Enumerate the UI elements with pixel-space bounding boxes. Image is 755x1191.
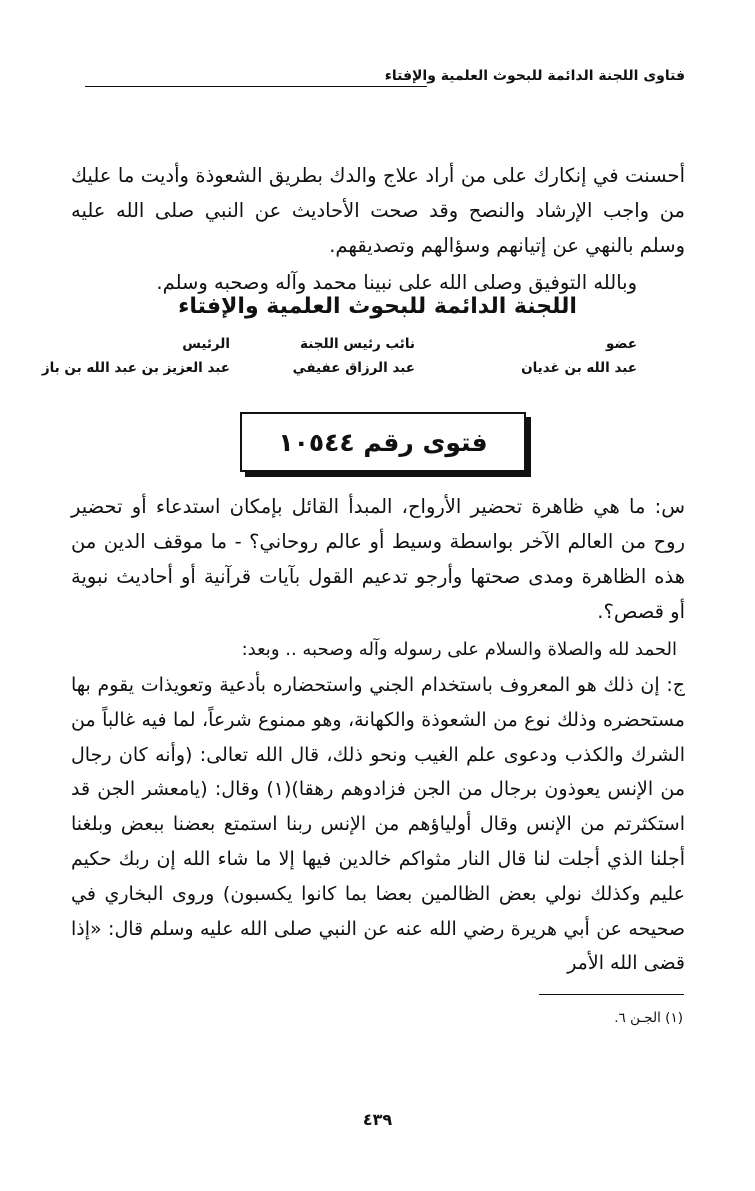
intro-paragraph-text: أحسنت في إنكارك على من أراد علاج والدك بطريق الشعوذة وأديت ما عليك من واجب الإرشاد والنصح وقد صحت الأحاديث عن النبي صلى الله عليه وسلم بالنهي عن إتيانهم وسؤالهم وتصديقهم. — [71, 164, 685, 257]
answer-text: ج: إن ذلك هو المعروف باستخدام الجني واستحضاره بأدعية وتعويذات يقوم بها مستحضره وذلك نوع من الشعوذة والكهانة، وهو ممنوع شرعاً، لما فيه غالباً من الشرك والكذب ودعوى علم الغيب ونحو ذلك، قال الله تعالى: (وأنه كان رجال من الإنس يعوذون برجال من الجن فزادوهم رهقا)(١) وقال: (يامعشر الجن قد استكثرتم من الإنس وقال أولياؤهم من الإنس ربنا استمتع بعضنا ببعض وبلغنا أجلنا الذي أجلت لنا قال النار مثواكم خالدين فيها إلا ما شاء الله إن ربك حكيم عليم وكذلك نولي بعض الظالمين بعضا بما كانوا يكسبون) وروى البخاري في صحيحه عن أبي هريرة رضي الله عنه عن النبي صلى الله عليه وسلم قال: «إذا قضى الله الأمر — [71, 674, 686, 975]
running-header — [85, 66, 685, 92]
question-paragraph — [71, 489, 685, 629]
answer-paragraph — [71, 668, 685, 981]
signature-vice-chairman — [293, 332, 415, 380]
footnote: (١) الجـن ٦. — [614, 1010, 683, 1026]
committee-name: اللجنة الدائمة للبحوث العلمية والإفتاء — [178, 294, 577, 319]
signature-role: عضو — [606, 336, 637, 352]
page-number: ٤٣٩ — [362, 1110, 393, 1129]
signature-name: عبد الرزاق عفيفي — [292, 360, 415, 376]
signature-role: نائب رئيس اللجنة — [300, 336, 415, 352]
closing-line: وبالله التوفيق وصلى الله على نبينا محمد وآله وصحبه وسلم. — [156, 271, 637, 294]
signature-role: الرئيس — [182, 336, 230, 352]
fatwa-title-box — [240, 412, 526, 472]
signature-name: عبد العزيز بن عبد الله بن باز — [41, 360, 230, 376]
signature-chairman — [42, 332, 230, 380]
fatwa-title: فتوى رقم ١٠٥٤٤ — [278, 427, 488, 457]
signature-name: عبد الله بن غديان — [521, 360, 637, 376]
signature-member — [521, 332, 637, 380]
header-title: فتاوى اللجنة الدائمة للبحوث العلمية والإفتاء — [384, 68, 685, 84]
praise-line: الحمد لله والصلاة والسلام على رسوله وآله وصحبه .. وبعد: — [241, 639, 677, 660]
header-rule — [85, 86, 427, 87]
intro-paragraph — [71, 158, 685, 263]
footnote-rule — [539, 994, 684, 995]
question-text: س: ما هي ظاهرة تحضير الأرواح، المبدأ القائل بإمكان استدعاء أو تحضير روح من العالم الآخر بواسطة وسيط أو عالم روحاني؟ - ما موقف الدين من هذه الظاهرة ومدى صحتها وأرجو تدعيم القول بآيات قرآنية أو أحاديث نبوية أو قصص؟. — [71, 495, 685, 623]
